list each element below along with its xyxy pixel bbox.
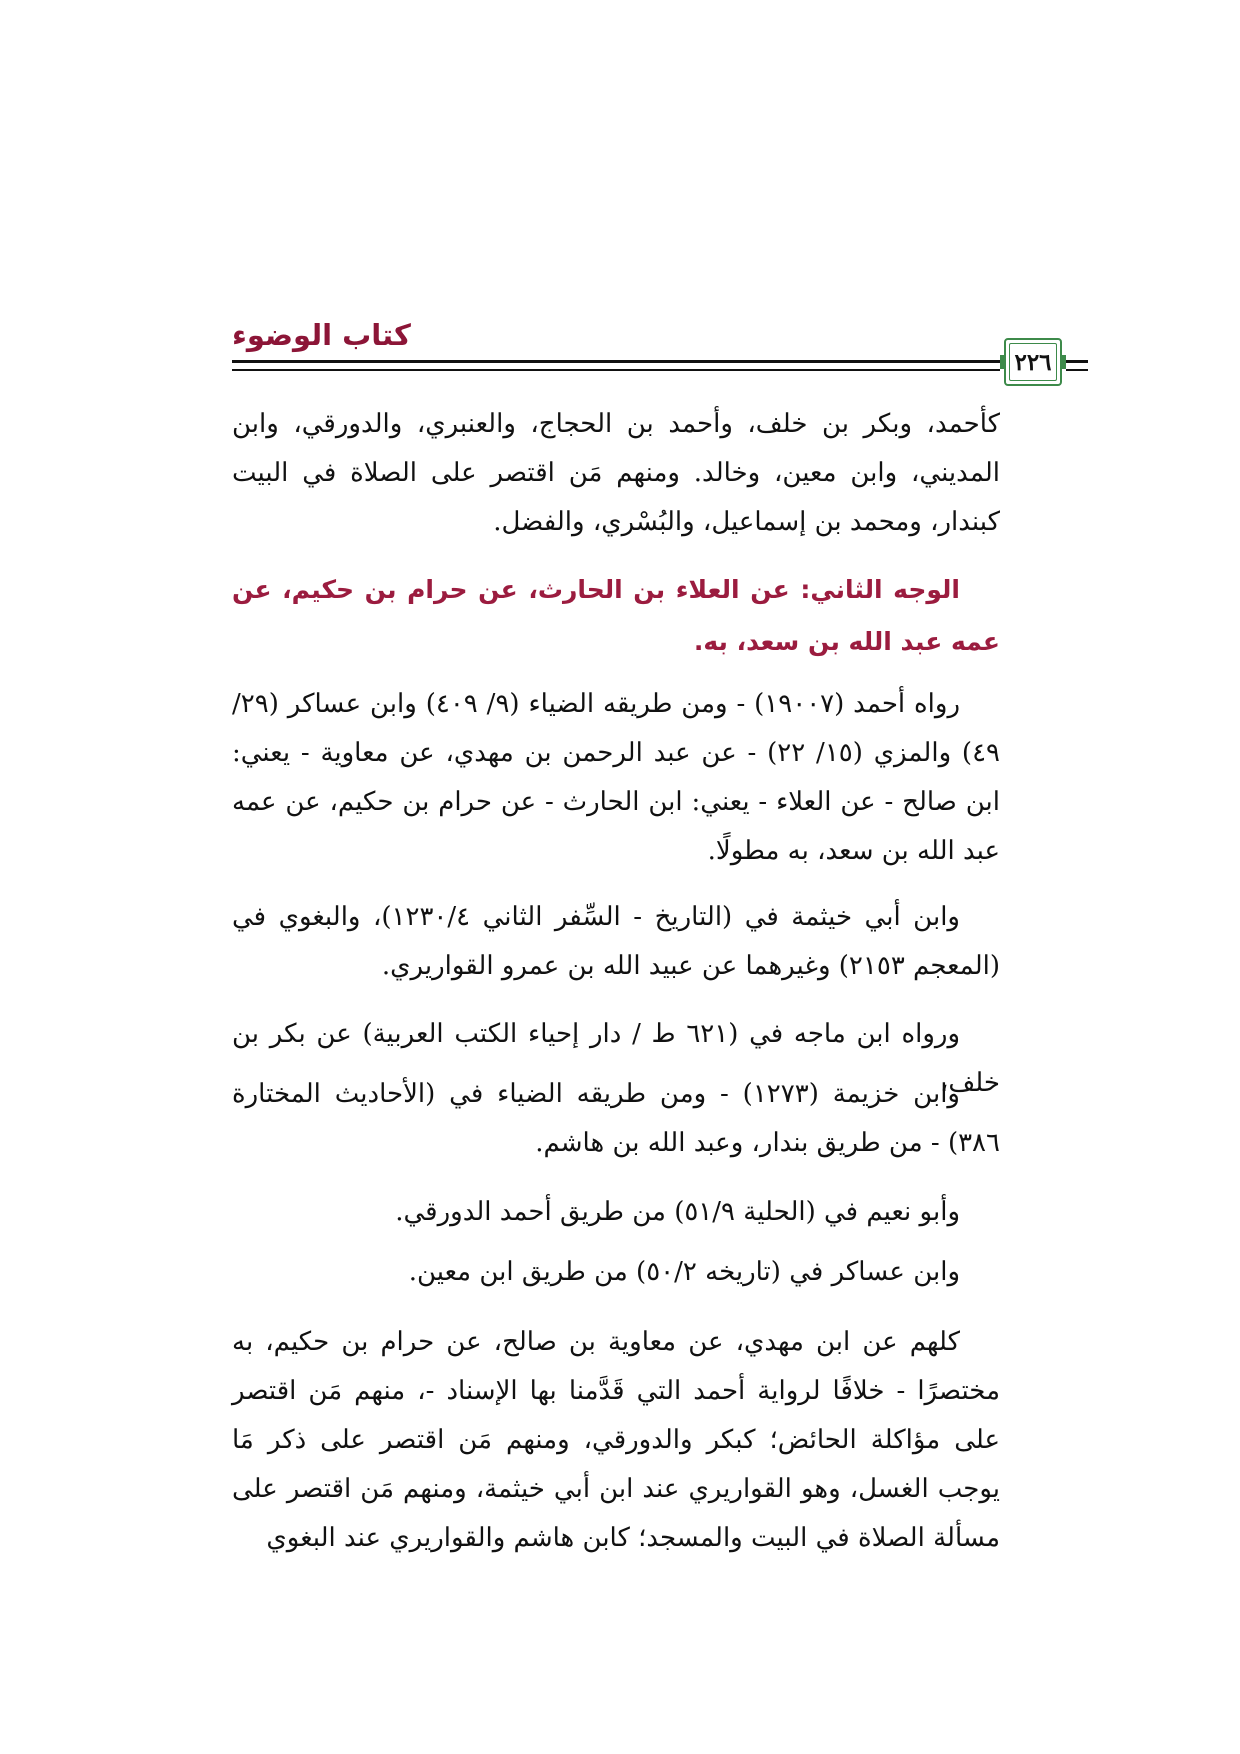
header-rule-bottom: [232, 369, 1000, 371]
paragraph-5: ورواه ابن ماجه في (٦٢١ ط / دار إحياء الكتب العربية) عن بكر بن خلف،: [232, 1019, 1000, 1098]
paragraph-1: كأحمد، وبكر بن خلف، وأحمد بن الحجاج، والعنبري، والدورقي، وابن المديني، وابن معين، وخالد. ومنهم مَن اقتصر على الصلاة في البيت كبندار، ومحمد بن إسماعيل، والبُسْري، والفضل.: [232, 409, 1000, 537]
page-number-frame: [1004, 338, 1062, 386]
paragraph-4: وابن أبي خيثمة في (التاريخ - السِّفر الثاني ١٢٣٠/٤)، والبغوي في (المعجم ٢١٥٣) وغيرهما عن عبيد الله بن عمرو القواريري.: [232, 902, 1000, 981]
section-heading: الوجه الثاني: عن العلاء بن الحارث، عن حرام بن حكيم، عن عمه عبد الله بن سعد، به.: [232, 575, 1000, 656]
header-rule-right-bottom: [1066, 369, 1088, 371]
header-rule-right-top: [1066, 360, 1088, 363]
header-rule-top: [232, 360, 1000, 363]
paragraph-9: كلهم عن ابن مهدي، عن معاوية بن صالح، عن حرام بن حكيم، به مختصرًا - خلافًا لرواية أحمد التي قَدَّمنا بها الإسناد -، منهم مَن اقتصر على مؤاكلة الحائض؛ كبكر والدورقي، ومنهم مَن اقتصر على ذكر مَا يوجب الغسل، وهو القواريري عند ابن أبي خيثمة، ومنهم مَن اقتصر على مسألة الصلاة في البيت والمسجد؛ كابن هاشم والقواريري عند البغوي: [232, 1327, 1000, 1553]
paragraph-3: رواه أحمد (١٩٠٠٧) - ومن طريقه الضياء (٩/ ٤٠٩) وابن عساكر (٢٩/ ٤٩) والمزي (١٥/ ٢٢) - عن عبد الرحمن بن مهدي، عن معاوية - يعني: ابن صالح - عن العلاء - يعني: ابن الحارث - عن حرام بن حكيم، عن عمه عبد الله بن سعد، به مطولًا.: [232, 689, 1001, 866]
paragraph-6: وابن خزيمة (١٢٧٣) - ومن طريقه الضياء في (الأحاديث المختارة ٣٨٦) - من طريق بندار، وعبد الله بن هاشم.: [232, 1079, 1000, 1158]
page-number: ٢٢٦: [1014, 348, 1052, 376]
paragraph-8: وابن عساكر في (تاريخه ٥٠/٢) من طريق ابن معين.: [408, 1257, 960, 1287]
running-header-title: كتاب الوضوء: [232, 318, 411, 352]
paragraph-7: وأبو نعيم في (الحلية ٥١/٩) من طريق أحمد الدورقي.: [395, 1197, 960, 1227]
